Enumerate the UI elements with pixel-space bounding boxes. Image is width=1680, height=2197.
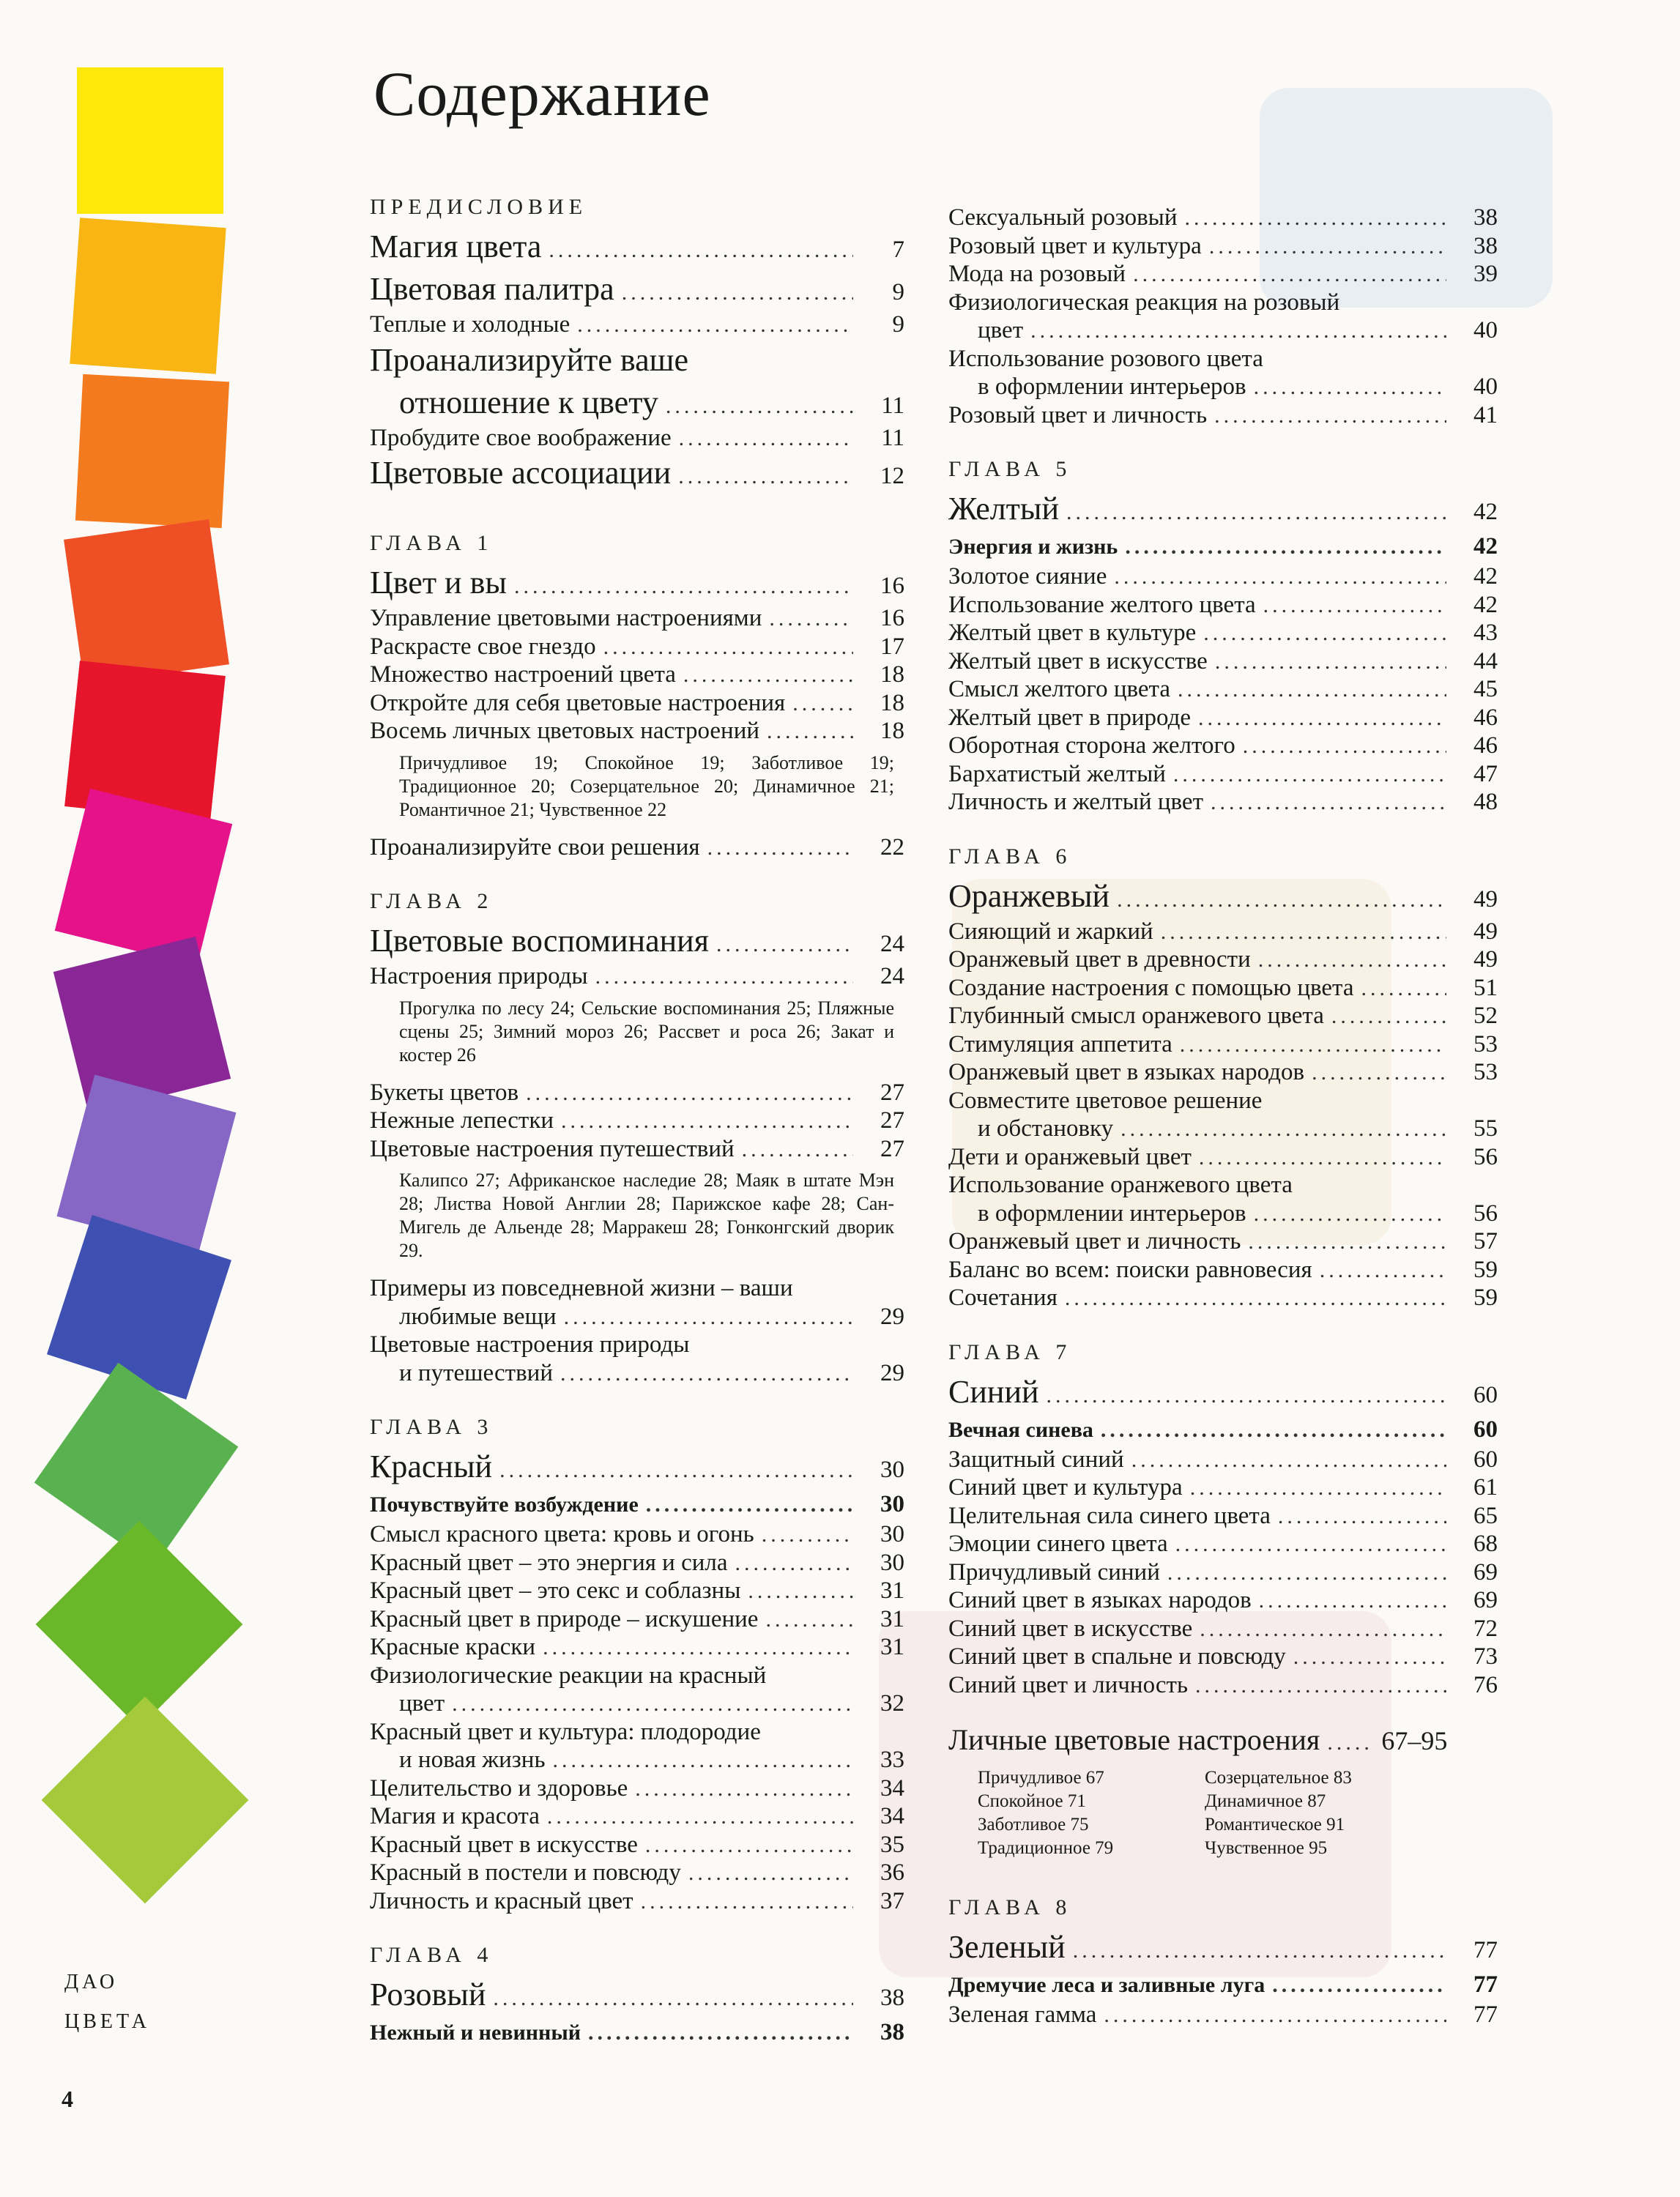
chapter-subtitle[interactable]: Дремучие леса и заливные луга ..... 77: [948, 1969, 1498, 2001]
toc-entry-line: Примеры из повседневной жизни – ваши: [370, 1275, 793, 1301]
toc-entry[interactable]: в оформлении интерьеров ..... 56: [948, 1200, 1498, 1228]
toc-entry[interactable]: Сияющий и жаркий ..... 49: [948, 918, 1498, 946]
color-swatch: [42, 1697, 249, 1904]
toc-entry[interactable]: Синий цвет в искусстве ..... 72: [948, 1615, 1498, 1643]
toc-entry[interactable]: Магия цвета ..... 7: [370, 226, 904, 268]
chapter-header: ГЛАВА 5: [948, 457, 1072, 481]
toc-column-right: [948, 204, 1498, 2029]
mood-item[interactable]: Причудливое 67: [978, 1768, 1104, 1788]
toc-entry[interactable]: Красный цвет – это энергия и сила ..... 30: [370, 1549, 904, 1577]
mood-item[interactable]: Чувственное 95: [1205, 1838, 1328, 1858]
chapter-header: ГЛАВА 6: [948, 844, 1072, 869]
chapter-title[interactable]: Желтый ..... 42: [948, 488, 1498, 530]
chapter-header: ГЛАВА 7: [948, 1339, 1072, 1364]
toc-entry[interactable]: Синий цвет и культура ..... 61: [948, 1473, 1498, 1502]
book-title-label: [64, 1963, 150, 2042]
chapter-title[interactable]: Оранжевый ..... 49: [948, 875, 1498, 918]
toc-entry[interactable]: Управление цветовыми настроениями ..... 16: [370, 604, 904, 633]
section-header: ПРЕДИСЛОВИЕ: [370, 195, 588, 219]
toc-entry-line: Красный цвет и культура: плодородие: [370, 1718, 761, 1745]
chapter-title[interactable]: Красный ..... 30: [370, 1446, 904, 1488]
toc-entry[interactable]: Раскрасте свое гнездо ..... 17: [370, 633, 904, 661]
toc-entry[interactable]: Зеленая гамма ..... 77: [948, 2001, 1498, 2029]
toc-entry[interactable]: цвет ..... 40: [948, 316, 1498, 345]
toc-entry[interactable]: Красные краски ..... 31: [370, 1633, 904, 1662]
color-swatch: [57, 1075, 237, 1254]
toc-entry[interactable]: Откройте для себя цветовые настроения ..... 18: [370, 689, 904, 718]
toc-entry[interactable]: Красный цвет – это секс и соблазны ..... 31: [370, 1577, 904, 1605]
toc-entry[interactable]: Цветовые настроения путешествий ..... 27: [370, 1135, 904, 1164]
book-title-line: ДАО: [64, 1971, 119, 1993]
toc-entry[interactable]: Оранжевый цвет в языках народов ..... 53: [948, 1058, 1498, 1087]
toc-entry[interactable]: Личность и красный цвет ..... 37: [370, 1887, 904, 1916]
toc-column-left: [370, 192, 904, 2048]
toc-entry[interactable]: Букеты цветов ..... 27: [370, 1079, 904, 1107]
toc-entry[interactable]: и новая жизнь ..... 33: [370, 1746, 904, 1774]
chapter-title[interactable]: Зеленый ..... 77: [948, 1926, 1498, 1969]
chapter-subtitle[interactable]: Нежный и невинный ..... 38: [370, 2016, 904, 2048]
book-title-line: ЦВЕТА: [64, 2010, 150, 2033]
chapter-title[interactable]: Цвет и вы ..... 16: [370, 562, 904, 604]
toc-entry[interactable]: Стимуляция аппетита ..... 53: [948, 1030, 1498, 1059]
toc-entry[interactable]: Оранжевый цвет в древности ..... 49: [948, 945, 1498, 974]
toc-entry[interactable]: Теплые и холодные ..... 9: [370, 311, 904, 339]
toc-entry[interactable]: Мода на розовый ..... 39: [948, 260, 1498, 289]
chapter-title[interactable]: Синий ..... 60: [948, 1371, 1498, 1413]
toc-entry[interactable]: Сочетания ..... 59: [948, 1284, 1498, 1312]
toc-entry[interactable]: Смысл красного цвета: кровь и огонь ..... 30: [370, 1520, 904, 1549]
toc-entry-line: Проанализируйте ваше: [370, 341, 689, 378]
color-swatch: [64, 519, 229, 685]
toc-entry[interactable]: Синий цвет в языках народов ..... 69: [948, 1586, 1498, 1615]
toc-entry[interactable]: Синий цвет в спальне и повсюду ..... 73: [948, 1643, 1498, 1671]
chapter-header: ГЛАВА 8: [948, 1895, 1072, 1919]
toc-entry[interactable]: Синий цвет и личность ..... 76: [948, 1671, 1498, 1700]
toc-entry-line: Физиологическая реакция на розовый: [948, 289, 1340, 316]
toc-entry[interactable]: Магия и красота ..... 34: [370, 1802, 904, 1831]
toc-entry[interactable]: Личность и желтый цвет ..... 48: [948, 788, 1498, 817]
toc-entry[interactable]: Розовый цвет и личность ..... 41: [948, 401, 1498, 430]
personal-moods-list: [948, 1759, 1498, 1867]
chapter-header: ГЛАВА 3: [370, 1415, 494, 1439]
color-swatch: [70, 218, 226, 373]
toc-entry[interactable]: Дети и оранжевый цвет ..... 56: [948, 1143, 1498, 1172]
page-number: 4: [62, 2086, 73, 2112]
chapter-subtitle[interactable]: Вечная синева ..... 60: [948, 1413, 1498, 1446]
toc-entry[interactable]: Красный в постели и повсюду ..... 36: [370, 1859, 904, 1887]
toc-entry[interactable]: Эмоции синего цвета ..... 68: [948, 1530, 1498, 1558]
personal-moods-title[interactable]: Личные цветовые настроения ..... 67–95: [948, 1721, 1498, 1759]
toc-entry[interactable]: Использование желтого цвета ..... 42: [948, 591, 1498, 620]
chapter-header: ГЛАВА 4: [370, 1943, 494, 1967]
toc-entry-line: Использование розового цвета: [948, 345, 1263, 372]
toc-entry[interactable]: Множество настроений цвета ..... 18: [370, 661, 904, 689]
toc-entry[interactable]: Целительная сила синего цвета ..... 65: [948, 1502, 1498, 1531]
toc-entry-line: Цветовые настроения природы: [370, 1331, 690, 1358]
color-swatch: [36, 1521, 243, 1728]
mood-item[interactable]: Динамичное 87: [1205, 1791, 1326, 1811]
chapter-subtitle[interactable]: Почувствуйте возбуждение ..... 30: [370, 1488, 904, 1520]
page-title: Содержание: [373, 59, 711, 129]
toc-entry[interactable]: Целительство и здоровье ..... 34: [370, 1774, 904, 1803]
toc-entry[interactable]: Оранжевый цвет и личность ..... 57: [948, 1227, 1498, 1256]
toc-entry-line: Физиологические реакции на красный: [370, 1662, 767, 1689]
toc-entry[interactable]: Желтый цвет в искусстве ..... 44: [948, 647, 1498, 676]
toc-entry[interactable]: Золотое сияние ..... 42: [948, 562, 1498, 591]
mood-item[interactable]: Созерцательное 83: [1205, 1768, 1352, 1788]
chapter-title[interactable]: Розовый ..... 38: [370, 1974, 904, 2016]
toc-entry[interactable]: Сексуальный розовый ..... 38: [948, 204, 1498, 232]
toc-entry[interactable]: Цветовые ассоциации ..... 12: [370, 452, 904, 494]
color-swatch: [75, 374, 229, 528]
toc-entry[interactable]: и обстановку ..... 55: [948, 1115, 1498, 1143]
toc-entry[interactable]: Желтый цвет в природе ..... 46: [948, 704, 1498, 732]
mood-item[interactable]: Спокойное 71: [978, 1791, 1086, 1811]
toc-entry[interactable]: Пробудите свое воображение ..... 11: [370, 424, 904, 453]
toc-entry[interactable]: Красный цвет в природе – искушение ..... 31: [370, 1605, 904, 1634]
toc-entry[interactable]: и путешествий ..... 29: [370, 1359, 904, 1388]
chapter-subtitle[interactable]: Энергия и жизнь ..... 42: [948, 530, 1498, 562]
subentry-note: Калипсо 27; Африканское наследие 28; Маяк в штате Мэн 28; Листва Новой Англии 28; Парижское кафе 28; Сан-Мигель де Альенде 28; Марракеш 28; Гонконгский дворик 29.: [399, 1170, 894, 1261]
toc-entry[interactable]: отношение к цвету ..... 11: [370, 382, 904, 424]
chapter-header: ГЛАВА 2: [370, 889, 494, 913]
color-swatch: [47, 1215, 231, 1399]
toc-entry[interactable]: Глубинный смысл оранжевого цвета ..... 52: [948, 1002, 1498, 1030]
toc-entry[interactable]: Смысл желтого цвета ..... 45: [948, 675, 1498, 704]
toc-entry-line: Совместите цветовое решение: [948, 1087, 1263, 1114]
color-swatch: [77, 67, 223, 214]
toc-entry[interactable]: Розовый цвет и культура ..... 38: [948, 232, 1498, 261]
toc-entry[interactable]: цвет ..... 32: [370, 1689, 904, 1718]
mood-item[interactable]: Традиционное 79: [978, 1838, 1114, 1858]
chapter-header: ГЛАВА 1: [370, 531, 494, 555]
toc-entry-line: Использование оранжевого цвета: [948, 1172, 1293, 1198]
toc-entry[interactable]: Восемь личных цветовых настроений ..... 18: [370, 717, 904, 746]
toc-entry[interactable]: любимые вещи ..... 29: [370, 1303, 904, 1331]
toc-entry[interactable]: Желтый цвет в культуре ..... 43: [948, 619, 1498, 647]
toc-entry[interactable]: Проанализируйте свои решения ..... 22: [370, 833, 904, 862]
subentry-note: Прогулка по лесу 24; Сельские воспоминания 25; Пляжные сцены 25; Зимний мороз 26; Рассвет и роса 26; Закат и костер 26: [399, 997, 894, 1066]
mood-item[interactable]: Романтическое 91: [1205, 1815, 1345, 1834]
toc-entry[interactable]: Защитный синий ..... 60: [948, 1446, 1498, 1474]
mood-item[interactable]: Заботливое 75: [978, 1815, 1089, 1834]
toc-entry[interactable]: Бархатистый желтый ..... 47: [948, 760, 1498, 789]
toc-entry[interactable]: Красный цвет в искусстве ..... 35: [370, 1831, 904, 1859]
toc-entry[interactable]: Баланс во всем: поиски равновесия ..... 59: [948, 1256, 1498, 1285]
toc-entry[interactable]: Причудливый синий ..... 69: [948, 1558, 1498, 1587]
toc-entry[interactable]: Настроения природы ..... 24: [370, 962, 904, 991]
toc-entry[interactable]: в оформлении интерьеров ..... 40: [948, 373, 1498, 401]
chapter-title[interactable]: Цветовые воспоминания ..... 24: [370, 920, 904, 962]
toc-entry[interactable]: Оборотная сторона желтого ..... 46: [948, 732, 1498, 760]
subentry-note: Причудливое 19; Спокойное 19; Заботливое 19; Традиционное 20; Созерцательное 20; Динамичное 21; Романтичное 21; Чувственное 22: [399, 751, 894, 820]
toc-entry[interactable]: Создание настроения с помощью цвета ..... 51: [948, 974, 1498, 1003]
toc-entry[interactable]: Цветовая палитра ..... 9: [370, 268, 904, 311]
toc-entry[interactable]: Нежные лепестки ..... 27: [370, 1107, 904, 1135]
